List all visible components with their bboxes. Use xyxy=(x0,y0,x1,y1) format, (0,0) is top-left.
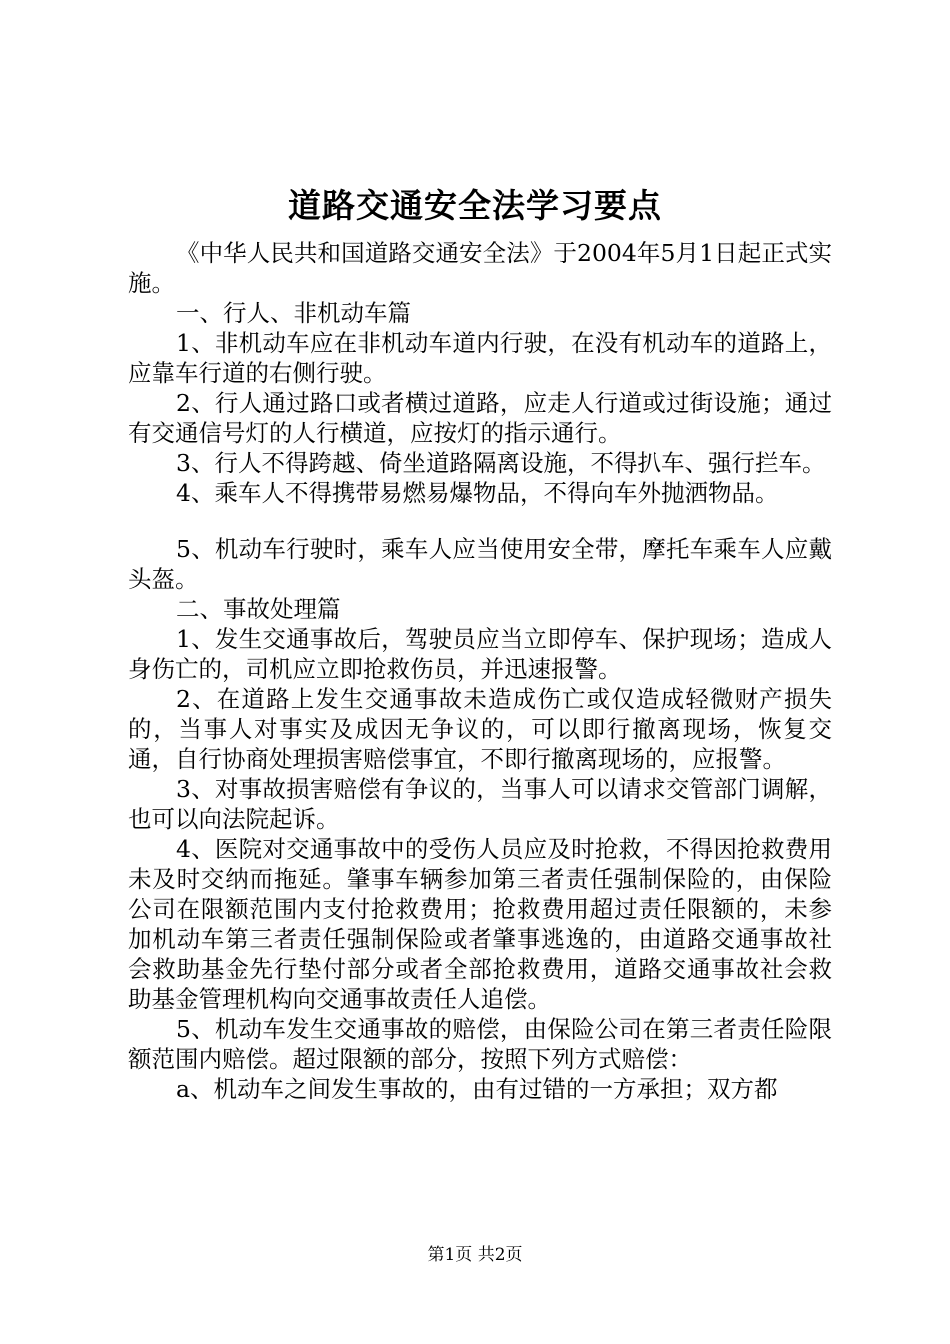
rule-paragraph: 3、对事故损害赔偿有争议的，当事人可以请求交管部门调解，也可以向法院起诉。 xyxy=(128,775,832,833)
rule-paragraph: 1、发生交通事故后，驾驶员应当立即停车、保护现场；造成人身伤亡的，司机应立即抢救伤员，并迅速报警。 xyxy=(128,625,832,683)
page-number: 第1页 共2页 xyxy=(427,1245,523,1265)
rule-paragraph: a、机动车之间发生事故的，由有过错的一方承担；双方都 xyxy=(176,1075,778,1103)
rule-paragraph: 3、行人不得跨越、倚坐道路隔离设施，不得扒车、强行拦车。 xyxy=(176,449,826,477)
rule-paragraph: 4、医院对交通事故中的受伤人员应及时抢救，不得因抢救费用未及时交纳而拖延。肇事车辆参加第三者责任强制保险的，由保险公司在限额范围内支付抢救费用；抢救费用超过责任限额的，未参加机动车第三者责任强制保险或者肇事逃逸的，由道路交通事故社会救助基金先行垫付部分或者全部抢救费用，道路交通事故社会救助基金管理机构向交通事故责任人追偿。 xyxy=(128,835,832,1013)
rule-paragraph: 4、乘车人不得携带易燃易爆物品，不得向车外抛洒物品。 xyxy=(176,479,779,507)
section-heading-pedestrians: 一、行人、非机动车篇 xyxy=(176,299,411,327)
rule-paragraph: 5、机动车行驶时，乘车人应当使用安全带，摩托车乘车人应戴头盔。 xyxy=(128,535,832,593)
rule-paragraph: 5、机动车发生交通事故的赔偿，由保险公司在第三者责任险限额范围内赔偿。超过限额的部分，按照下列方式赔偿： xyxy=(128,1015,832,1073)
rule-paragraph: 1、非机动车应在非机动车道内行驶，在没有机动车的道路上，应靠车行道的右侧行驶。 xyxy=(128,329,832,387)
rule-paragraph: 2、行人通过路口或者横过道路，应走人行道或过街设施；通过有交通信号灯的人行横道，应按灯的指示通行。 xyxy=(128,389,832,447)
document-body xyxy=(128,238,832,1104)
section-heading-accidents: 二、事故处理篇 xyxy=(176,595,341,623)
intro-paragraph: 《中华人民共和国道路交通安全法》于2004年5月1日起正式实施。 xyxy=(128,239,832,297)
page-title: 道路交通安全法学习要点 xyxy=(288,186,662,225)
rule-paragraph: 2、在道路上发生交通事故未造成伤亡或仅造成轻微财产损失的，当事人对事实及成因无争议的，可以即行撤离现场，恢复交通，自行协商处理损害赔偿事宜，不即行撤离现场的，应报警。 xyxy=(128,685,832,773)
